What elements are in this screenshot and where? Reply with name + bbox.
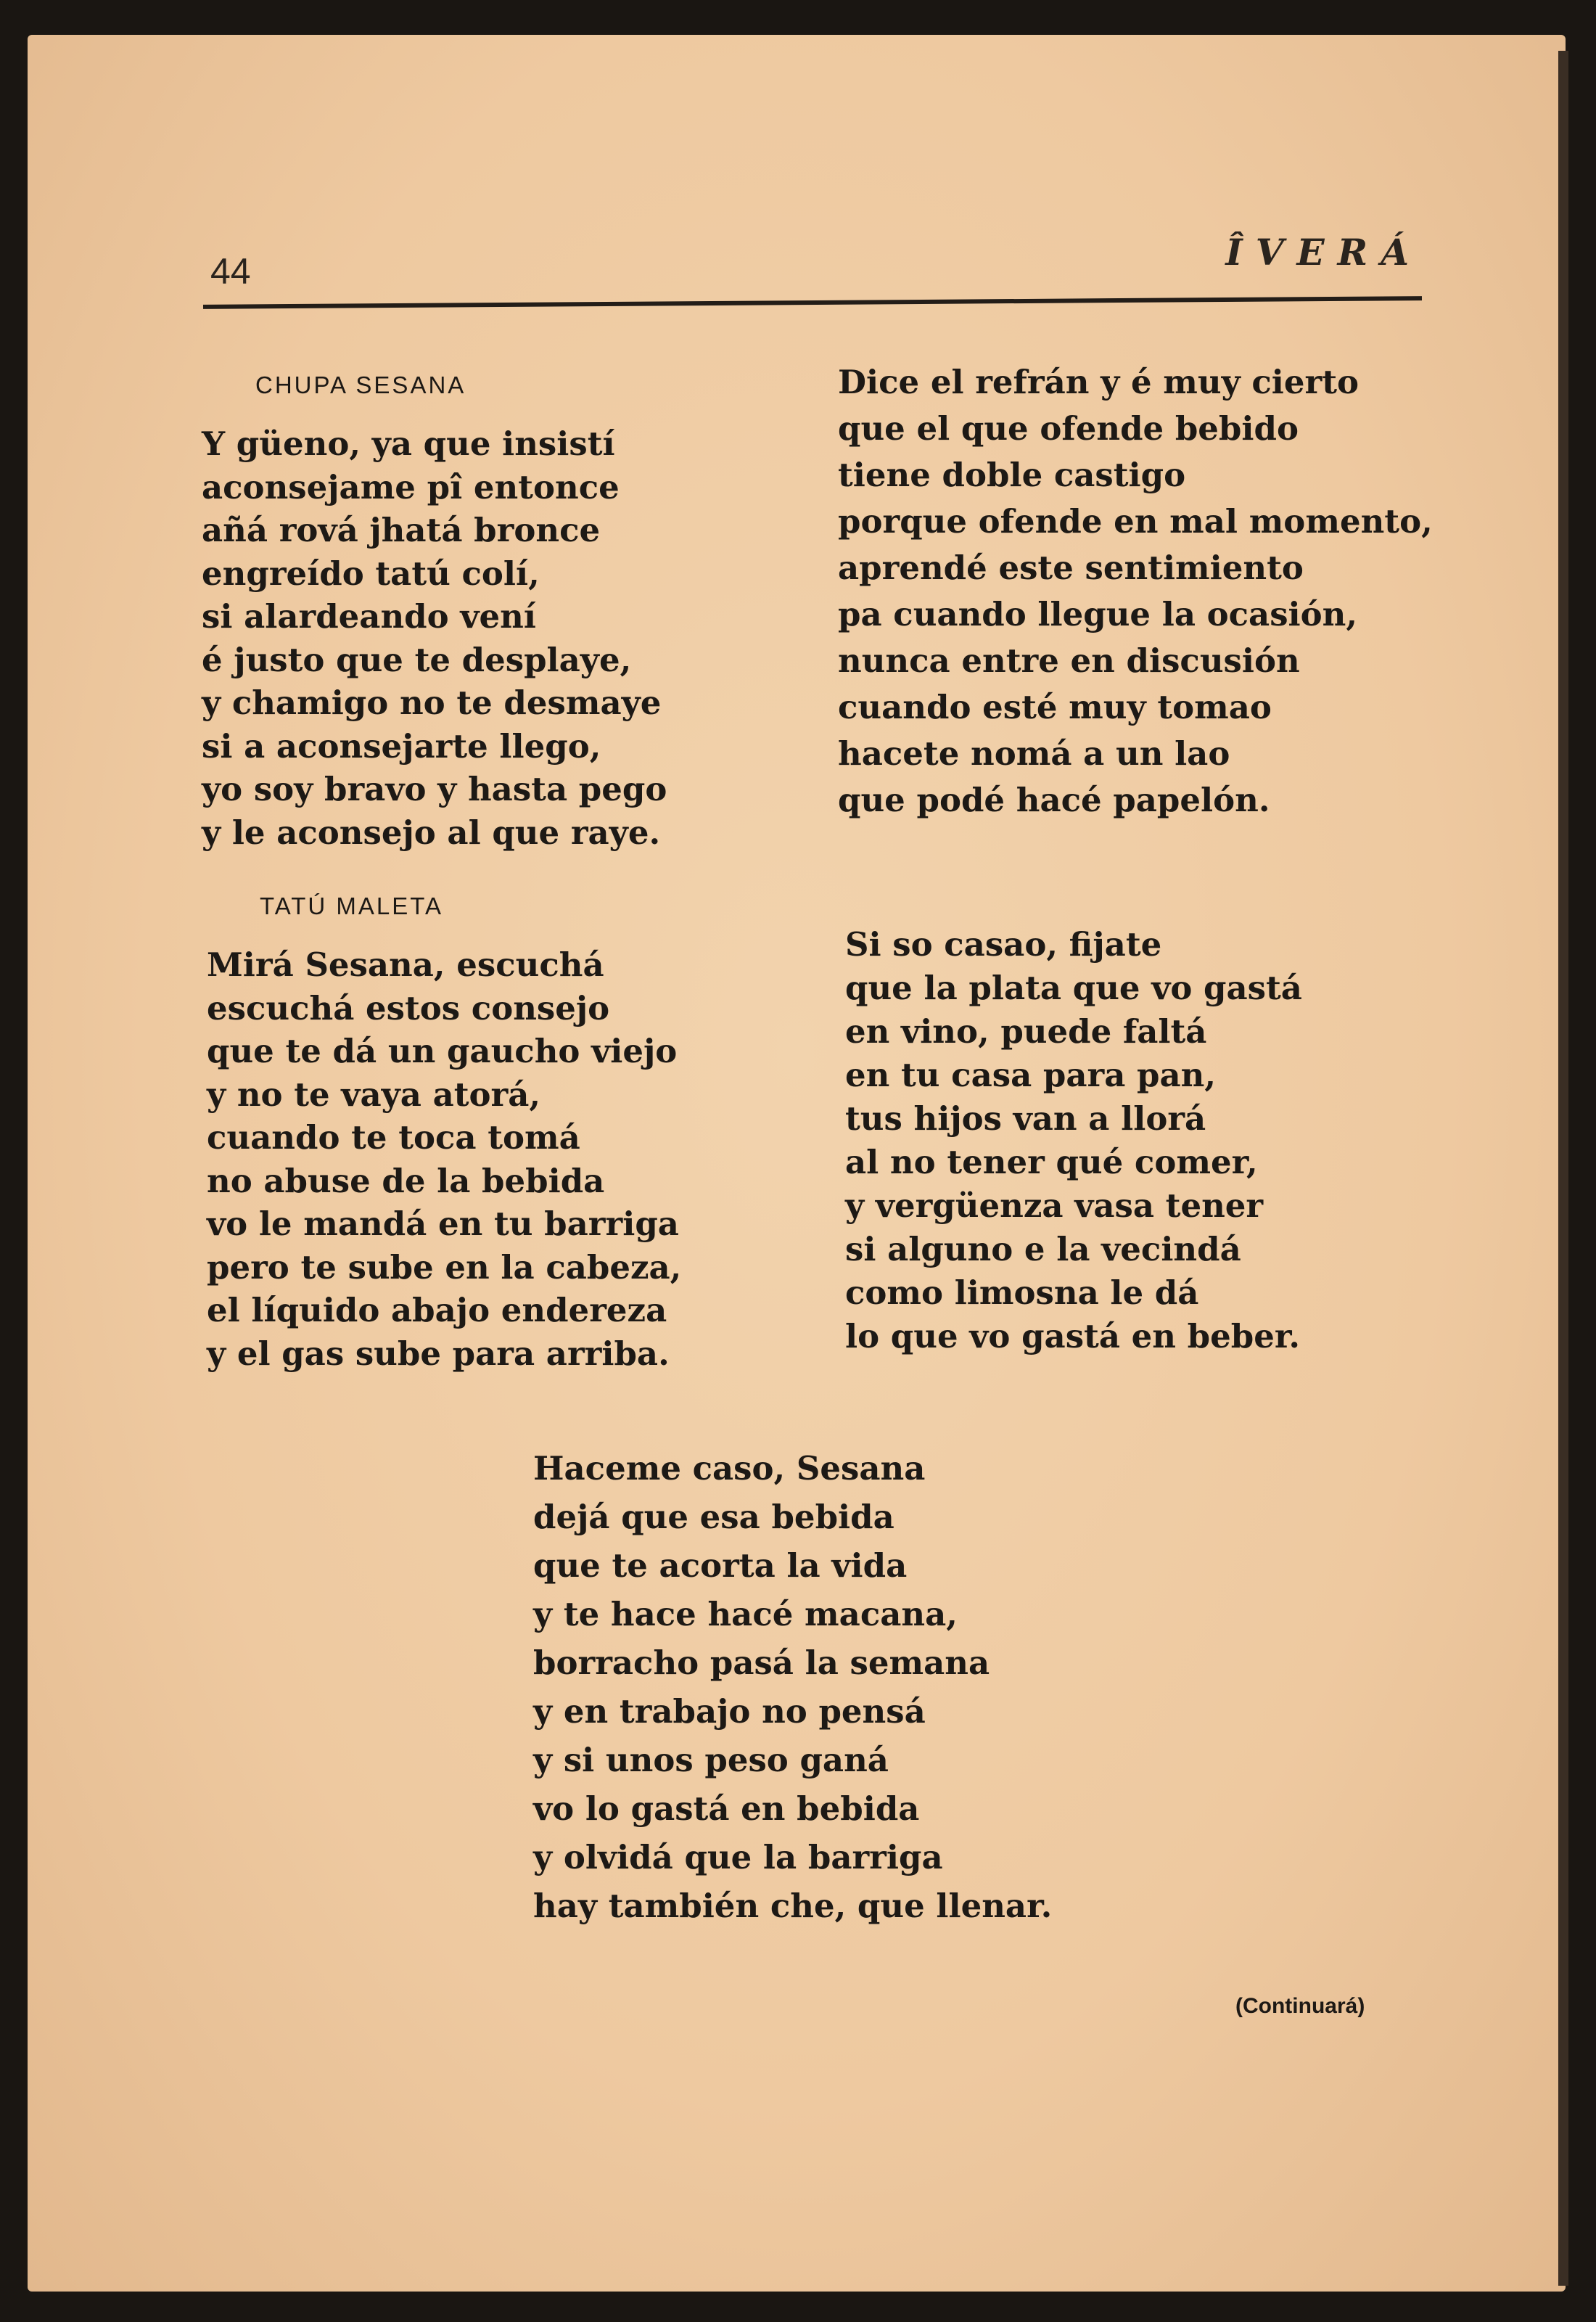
poem-line: tus hijos van a llorá: [845, 1099, 1206, 1138]
poem-line: vo le mandá en tu barriga: [207, 1205, 679, 1243]
poem-line: borracho pasá la semana: [533, 1644, 990, 1682]
poem-line: que la plata que vo gastá: [845, 969, 1302, 1007]
poem-line: cuando te toca tomá: [207, 1118, 580, 1157]
continued-note: (Continuará): [1235, 1994, 1365, 2018]
poem-line: aprendé este sentimiento: [838, 549, 1304, 587]
poem-line: que te dá un gaucho viejo: [207, 1032, 678, 1070]
stanza-tatu-maleta: [207, 943, 681, 1375]
poem-line: si a aconsejarte llego,: [202, 726, 601, 766]
poem-line: pa cuando llegue la ocasión,: [838, 595, 1358, 633]
poem-line: y vergüenza vasa tener: [845, 1186, 1264, 1225]
poem-line: Si so casao, fijate: [845, 925, 1162, 964]
poem-line: en tu casa para pan,: [845, 1056, 1217, 1094]
poem-line: Dice el refrán y é muy cierto: [838, 363, 1360, 401]
page-number: 44: [210, 251, 251, 292]
book-spine: [1558, 51, 1568, 2286]
poem-line: como limosna le dá: [845, 1273, 1199, 1312]
speaker-heading-tatu-maleta: TATÚ MALETA: [260, 893, 444, 919]
poem-line: y le aconsejo al que raye.: [202, 813, 661, 852]
poem-line: é justo que te desplaye,: [202, 640, 632, 679]
poem-line: Y güeno, ya que insistí: [202, 424, 615, 463]
poem-line: hay también che, que llenar.: [533, 1887, 1053, 1925]
poem-line: cuando esté muy tomao: [838, 688, 1272, 726]
poem-line: y chamigo no te desmaye: [202, 684, 662, 722]
poem-line: que podé hacé papelón.: [838, 781, 1270, 819]
poem-line: vo lo gastá en bebida: [533, 1789, 920, 1828]
poem-line: y olvidá que la barriga: [533, 1838, 943, 1876]
poem-line: tiene doble castigo: [838, 456, 1186, 494]
stanza-right-2: [845, 923, 1302, 1358]
poem-line: si alardeando vení: [202, 597, 536, 636]
poem-line: hacete nomá a un lao: [838, 734, 1230, 773]
poem-line: aconsejame pî entonce: [202, 467, 620, 506]
poem-line: que te acorta la vida: [533, 1546, 908, 1585]
poem-line: lo que vo gastá en beber.: [845, 1317, 1301, 1355]
poem-line: y el gas sube para arriba.: [207, 1334, 670, 1373]
poem-line: y si unos peso ganá: [533, 1741, 889, 1779]
poem-line: escuchá estos consejo: [207, 988, 610, 1027]
poem-line: no abuse de la bebida: [207, 1161, 605, 1200]
poem-line: si alguno e la vecindá: [845, 1230, 1241, 1268]
poem-line: yo soy bravo y hasta pego: [202, 770, 667, 808]
stanza-bottom: [533, 1444, 1052, 1930]
poem-line: Haceme caso, Sesana: [533, 1449, 926, 1488]
poem-line: dejá que esa bebida: [533, 1498, 894, 1536]
poem-line: nunca entre en discusión: [838, 641, 1300, 680]
poem-line: pero te sube en la cabeza,: [207, 1247, 682, 1287]
poem-line: que el que ofende bebido: [838, 409, 1299, 448]
poem-line: y te hace hacé macana,: [533, 1595, 958, 1633]
poem-line: añá rová jhatá bronce: [202, 511, 601, 549]
poem-line: Mirá Sesana, escuchá: [207, 945, 604, 984]
poem-line: y no te vaya atorá,: [207, 1075, 541, 1114]
stanza-right-1: [838, 359, 1433, 824]
poem-line: y en trabajo no pensá: [533, 1692, 926, 1731]
speaker-heading-chupa-sesana: CHUPA SESANA: [255, 372, 466, 398]
poem-line: porque ofende en mal momento,: [838, 502, 1433, 541]
stanza-chupa-sesana: [202, 422, 667, 854]
poem-line: el líquido abajo endereza: [207, 1291, 667, 1329]
poem-line: en vino, puede faltá: [845, 1012, 1207, 1051]
poem-line: engreído tatú colí,: [202, 554, 540, 593]
publication-title: ÎVERÁ: [1225, 231, 1422, 274]
poem-line: al no tener qué comer,: [845, 1143, 1258, 1181]
